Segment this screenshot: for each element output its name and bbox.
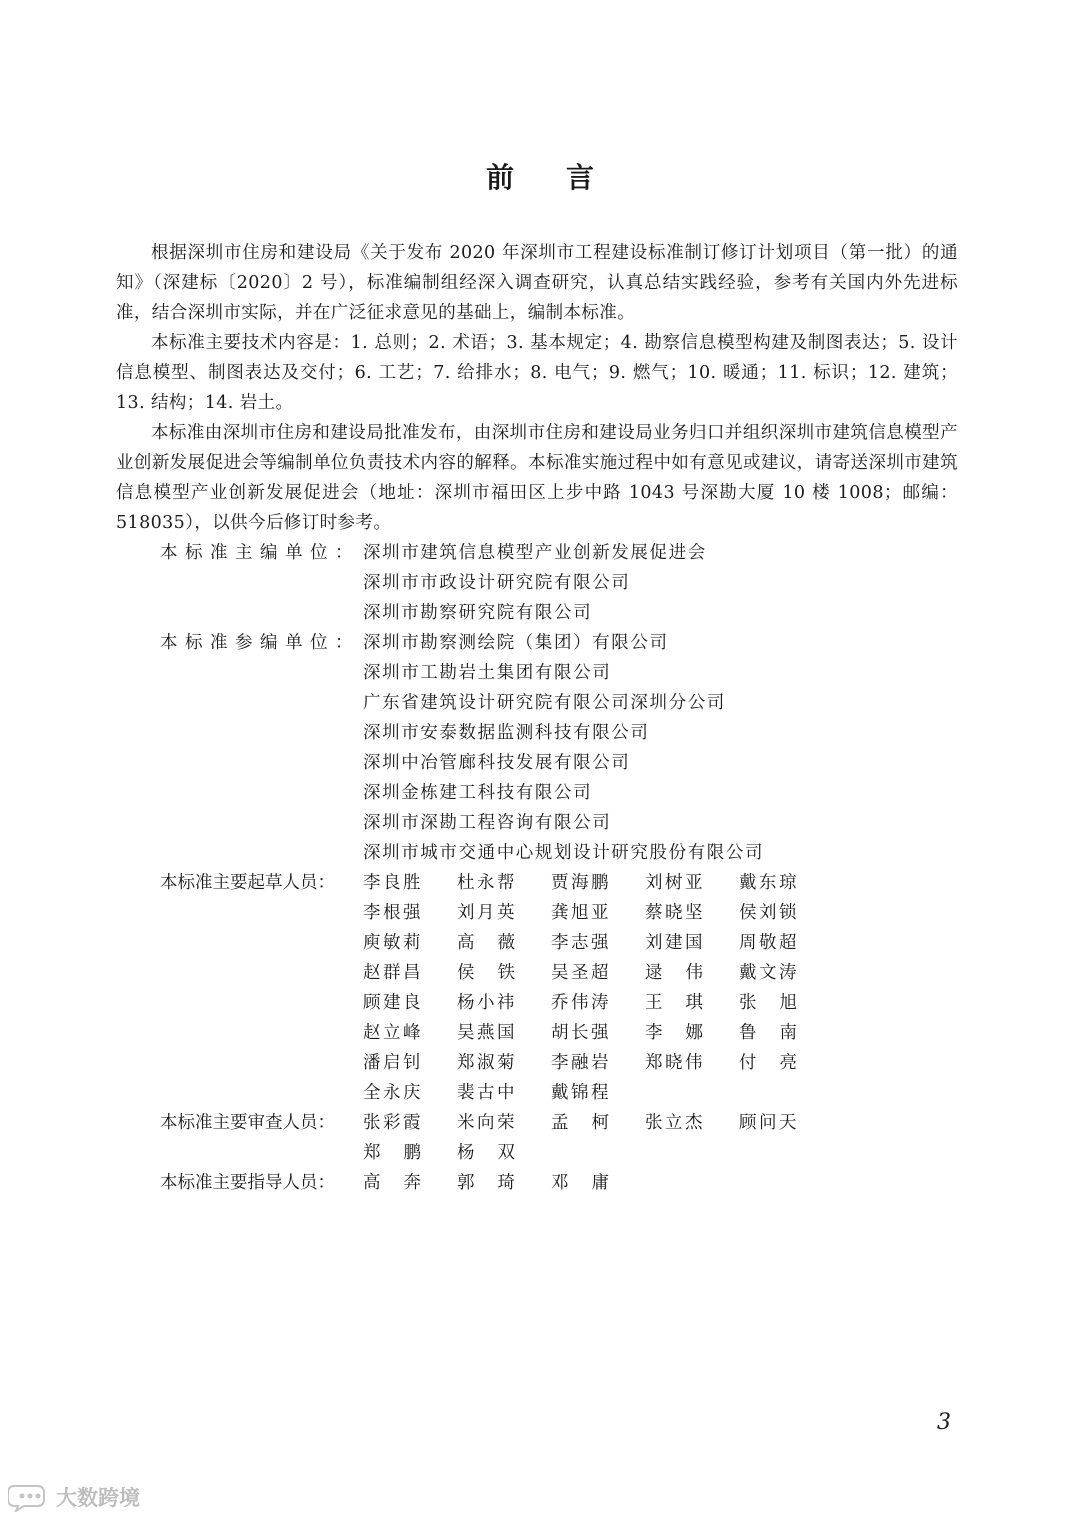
- person-name: 全永庆: [363, 1083, 423, 1103]
- person-name: 米向荣: [457, 1113, 517, 1133]
- person-name: 潘启钊: [363, 1053, 423, 1073]
- person-name: 吴圣超: [551, 963, 611, 983]
- advisors-label: 本标准主要指导人员：: [160, 1173, 335, 1193]
- person-name: 李志强: [551, 933, 611, 953]
- document-body: [116, 238, 958, 1198]
- person-name: 邓庸: [551, 1173, 632, 1193]
- person-name: 杜永帮: [457, 873, 517, 893]
- person-name: 赵立峰: [363, 1023, 423, 1043]
- names-row: [363, 1078, 958, 1108]
- participating-unit-name: 广东省建筑设计研究院有限公司深圳分公司: [363, 693, 726, 713]
- chief-units-label: 本标准主编单位：: [160, 543, 360, 563]
- names-row: [363, 1168, 958, 1198]
- person-name: 杨双: [457, 1143, 538, 1163]
- person-name: 张立杰: [645, 1113, 705, 1133]
- participating-unit-name: 深圳市深勘工程咨询有限公司: [363, 813, 612, 833]
- technical-content-paragraph: 本标准主要技术内容是：1. 总则；2. 术语；3. 基本规定；4. 勘察信息模型构建及制图表达；5. 设计信息模型、制图表达及交付；6. 工艺；7. 给排水；8. 电气；9. 燃气；10. 暖通；11. 标识；12. 建筑；13. 结构；14. 岩土。: [116, 333, 958, 413]
- watermark-text: 大数跨境: [56, 1486, 140, 1510]
- names-row: [363, 928, 958, 958]
- drafters-label: 本标准主要起草人员：: [160, 873, 335, 893]
- chief-units-section: [160, 538, 958, 628]
- page-title: 前言: [485, 161, 646, 194]
- drafters-list: [363, 868, 958, 1108]
- person-name: 胡长强: [551, 1023, 611, 1043]
- person-name: 孟柯: [551, 1113, 632, 1133]
- person-name: 刘月英: [457, 903, 517, 923]
- names-row: [363, 988, 958, 1018]
- approval-paragraph: 本标准由深圳市住房和建设局批准发布，由深圳市住房和建设局业务归口并组织深圳市建筑信息模型产业创新发展促进会等编制单位负责技术内容的解释。本标准实施过程中如有意见或建议，请寄送深圳市建筑信息模型产业创新发展促进会（地址：深圳市福田区上步中路 1043 号深勘大厦 10 楼 1008；邮编：518035），以供今后修订时参考。: [116, 423, 958, 533]
- person-name: 周敬超: [739, 933, 799, 953]
- person-name: 刘建国: [645, 933, 705, 953]
- person-name: 刘树亚: [645, 873, 705, 893]
- chief-unit-name: 深圳市勘察研究院有限公司: [363, 603, 593, 623]
- person-name: 郑鹏: [363, 1143, 444, 1163]
- participating-unit-name: 深圳市安泰数据监测科技有限公司: [363, 723, 650, 743]
- person-name: 侯刘锁: [739, 903, 799, 923]
- advisors-list: [363, 1168, 958, 1198]
- person-name: 侯铁: [457, 963, 538, 983]
- person-name: 李根强: [363, 903, 423, 923]
- names-row: [363, 868, 958, 898]
- advisors-section: [160, 1168, 958, 1198]
- person-name: 吴燕国: [457, 1023, 517, 1043]
- chief-unit-name: 深圳市建筑信息模型产业创新发展促进会: [363, 543, 707, 563]
- drafters-section: [160, 868, 958, 1108]
- participating-unit-name: 深圳市工勘岩土集团有限公司: [363, 663, 612, 683]
- person-name: 王琪: [645, 993, 726, 1013]
- names-row: [363, 898, 958, 928]
- intro-paragraph: 根据深圳市住房和建设局《关于发布 2020 年深圳市工程建设标准制订修订计划项目（第一批）的通知》（深建标〔2020〕2 号），标准编制组经深入调查研究，认真总结实践经验，参考有关国内外先进标准，结合深圳市实际，并在广泛征求意见的基础上，编制本标准。: [116, 243, 958, 323]
- participating-unit-name: 深圳金栋建工科技有限公司: [363, 783, 593, 803]
- person-name: 戴锦程: [551, 1083, 611, 1103]
- person-name: 裴古中: [457, 1083, 517, 1103]
- chief-unit-name: 深圳市市政设计研究院有限公司: [363, 573, 631, 593]
- participating-units-list: [363, 628, 958, 868]
- person-name: 郭琦: [457, 1173, 538, 1193]
- watermark: [8, 1482, 140, 1512]
- page-number: 3: [937, 1410, 951, 1435]
- names-row: [363, 1108, 958, 1138]
- names-row: [363, 1048, 958, 1078]
- reviewers-section: [160, 1108, 958, 1168]
- person-name: 赵群昌: [363, 963, 423, 983]
- names-row: [363, 1018, 958, 1048]
- person-name: 李融岩: [551, 1053, 611, 1073]
- person-name: 张旭: [739, 993, 820, 1013]
- person-name: 顾建良: [363, 993, 423, 1013]
- participating-unit-name: 深圳市城市交通中心规划设计研究股份有限公司: [363, 843, 765, 863]
- person-name: 李良胜: [363, 873, 423, 893]
- person-name: 乔伟涛: [551, 993, 611, 1013]
- person-name: 庾敏莉: [363, 933, 423, 953]
- names-row: [363, 958, 958, 988]
- person-name: 逯伟: [645, 963, 726, 983]
- person-name: 杨小祎: [457, 993, 517, 1013]
- person-name: 郑晓伟: [645, 1053, 705, 1073]
- person-name: 戴文涛: [739, 963, 799, 983]
- reviewers-list: [363, 1108, 958, 1168]
- chief-units-list: [363, 538, 958, 628]
- speech-bubble-logo-icon: [8, 1482, 52, 1512]
- person-name: 高薇: [457, 933, 538, 953]
- person-name: 张彩霞: [363, 1113, 423, 1133]
- person-name: 贾海鹏: [551, 873, 611, 893]
- person-name: 鲁南: [739, 1023, 820, 1043]
- names-row: [363, 1138, 958, 1168]
- person-name: 郑淑菊: [457, 1053, 517, 1073]
- person-name: 付亮: [739, 1053, 820, 1073]
- person-name: 顾问天: [739, 1113, 799, 1133]
- person-name: 龚旭亚: [551, 903, 611, 923]
- participating-units-section: [160, 628, 958, 868]
- participating-unit-name: 深圳中冶管廊科技发展有限公司: [363, 753, 631, 773]
- person-name: 高奔: [363, 1173, 444, 1193]
- participating-units-label: 本标准参编单位：: [160, 633, 360, 653]
- participating-unit-name: 深圳市勘察测绘院（集团）有限公司: [363, 633, 669, 653]
- person-name: 蔡晓坚: [645, 903, 705, 923]
- person-name: 李娜: [645, 1023, 726, 1043]
- reviewers-label: 本标准主要审查人员：: [160, 1113, 335, 1133]
- person-name: 戴东琼: [739, 873, 799, 893]
